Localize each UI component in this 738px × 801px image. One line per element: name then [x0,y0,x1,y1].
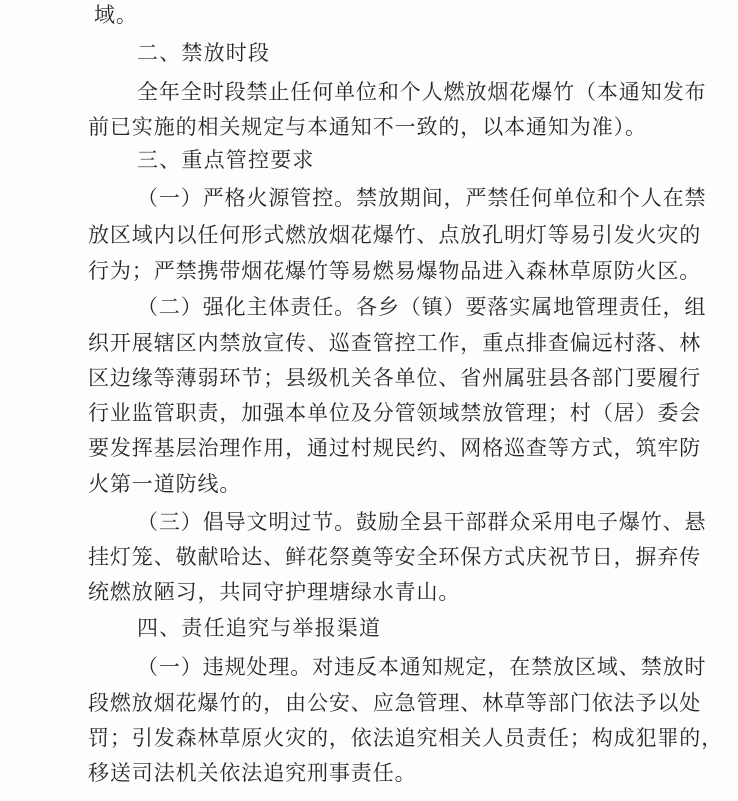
paragraph-line: （一）违规处理。对违反本通知规定，在禁放区域、禁放时 [137,655,707,679]
paragraph-line: （三）倡导文明过节。鼓励全县干部群众采用电子爆竹、悬 [137,510,707,534]
paragraph-line: 织开展辖区内禁放宣传、巡查管控工作，重点排查偏远村落、林 [88,331,702,355]
section-heading-accountability: 四、责任追究与举报渠道 [137,616,382,640]
paragraph-line: （二）强化主体责任。各乡（镇）要落实属地管理责任，组 [137,295,707,319]
paragraph-line: 放区域内以任何形式燃放烟花爆竹、点放孔明灯等易引发火灾的 [88,223,702,247]
paragraph-line: 段燃放烟花爆竹的，由公安、应急管理、林草等部门依法予以处 [88,691,702,715]
paragraph-line: 行为；严禁携带烟花爆竹等易燃易爆物品进入森林草原防火区。 [88,259,702,283]
paragraph-line: 统燃放陋习，共同守护理塘绿水青山。 [88,580,461,604]
paragraph-line: 前已实施的相关规定与本通知不一致的，以本通知为准）。 [88,115,647,139]
paragraph-line: 移送司法机关依法追究刑事责任。 [88,761,417,785]
paragraph-line: 火第一道防线。 [88,472,242,496]
paragraph-line: 域。 [94,3,138,27]
section-heading-key-control: 三、重点管控要求 [137,148,315,172]
paragraph-line: 全年全时段禁止任何单位和个人燃放烟花爆竹（本通知发布 [137,80,707,104]
section-heading-ban-period: 二、禁放时段 [137,41,271,65]
paragraph-line: 挂灯笼、敬献哈达、鲜花祭奠等安全环保方式庆祝节日，摒弃传 [88,545,702,569]
paragraph-line: 行业监管职责，加强本单位及分管领域禁放管理；村（居）委会 [88,401,702,425]
paragraph-line: 要发挥基层治理作用，通过村规民约、网格巡查等方式，筑牢防 [88,436,702,460]
paragraph-line: 罚；引发森林草原火灾的，依法追究相关人员责任；构成犯罪的， [88,726,724,750]
paragraph-line: 区边缘等薄弱环节；县级机关各单位、省州属驻县各部门要履行 [88,366,702,390]
paragraph-line: （一）严格火源管控。禁放期间，严禁任何单位和个人在禁 [137,186,707,210]
